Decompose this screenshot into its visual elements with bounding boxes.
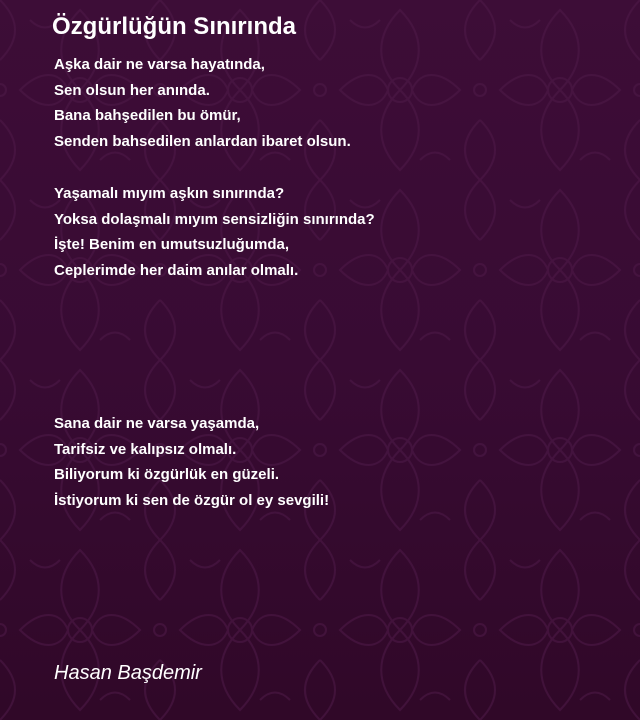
poem-line: Senden bahsedilen anlardan ibaret olsun. <box>54 133 351 151</box>
poem-author: Hasan Başdemir <box>54 662 202 684</box>
poem-line: İşte! Benim en umutsuzluğumda, <box>54 236 290 254</box>
poem-line: İstiyorum ki sen de özgür ol ey sevgili! <box>54 492 330 510</box>
poem-line: Biliyorum ki özgürlük en güzeli. <box>54 466 280 484</box>
poem-title: Özgürlüğün Sınırında <box>52 13 296 40</box>
poem-stanza-2 <box>54 181 375 284</box>
poem-line: Yaşamalı mıyım aşkın sınırında? <box>54 185 285 202</box>
poem-line: Sen olsun her anında. <box>54 81 210 99</box>
poem-line: Sana dair ne varsa yaşamda, <box>54 415 260 432</box>
poem-line: Tarifsiz ve kalıpsız olmalı. <box>54 440 237 458</box>
poem-line: Bana bahşedilen bu ömür, <box>54 107 241 125</box>
poem-line: Ceplerimde her daim anılar olmalı. <box>54 262 299 280</box>
poem-stanza-1 <box>54 52 351 155</box>
poem-stanza-3 <box>54 411 329 514</box>
poem-line: Yoksa dolaşmalı mıyım sensizliğin sınırında? <box>54 210 375 228</box>
poem-line: Aşka dair ne varsa hayatında, <box>54 56 265 73</box>
